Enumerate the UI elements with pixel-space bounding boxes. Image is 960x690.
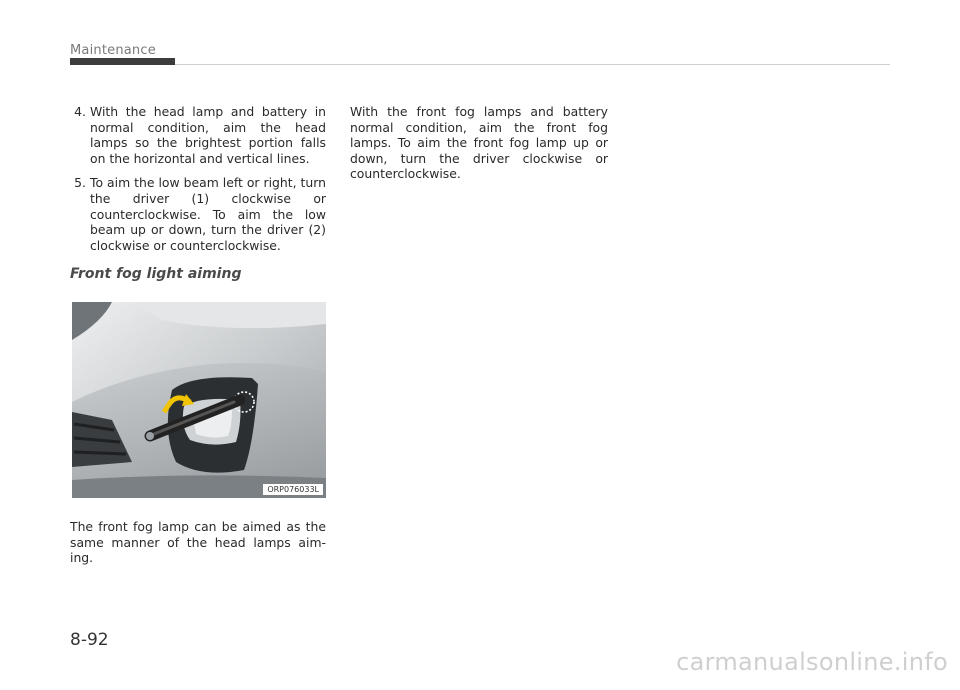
- step-number: 5.: [74, 175, 86, 191]
- fog-lamp-paragraph: The front fog lamp can be aimed as the same manner of the head lamps aim-ing.: [70, 519, 326, 566]
- left-column: [70, 104, 326, 262]
- step-text: To aim the low beam left or right, turn the driver (1) clockwise or counterclockwise. To aim the low beam up or down, turn the driver (2) clockwise or counterclockwise.: [90, 175, 326, 253]
- step-item: [70, 104, 326, 166]
- fog-aiming-paragraph: With the front fog lamps and battery normal condition, aim the front fog lamps. To aim the front fog lamp up or down, turn the driver clockwise or counterclockwise.: [350, 104, 608, 182]
- right-column: [350, 104, 608, 182]
- fog-lamp-drawing: [72, 302, 326, 498]
- step-text: With the head lamp and battery in normal condition, aim the head lamps so the brightest portion falls on the horizontal and vertical lines.: [90, 104, 326, 166]
- section-heading: Front fog light aiming: [70, 266, 242, 282]
- fog-lamp-illustration: [72, 302, 326, 498]
- figure-code-label: ORP076033L: [263, 484, 323, 495]
- header-accent-bar: [70, 58, 175, 65]
- page-number: 8-92: [70, 630, 109, 650]
- aiming-steps-list: [70, 104, 326, 253]
- watermark: carmanualsonline.info: [676, 648, 948, 676]
- header-rule: [175, 64, 890, 65]
- step-item: [70, 175, 326, 253]
- step-number: 4.: [74, 104, 86, 119]
- section-header-label: Maintenance: [70, 43, 156, 58]
